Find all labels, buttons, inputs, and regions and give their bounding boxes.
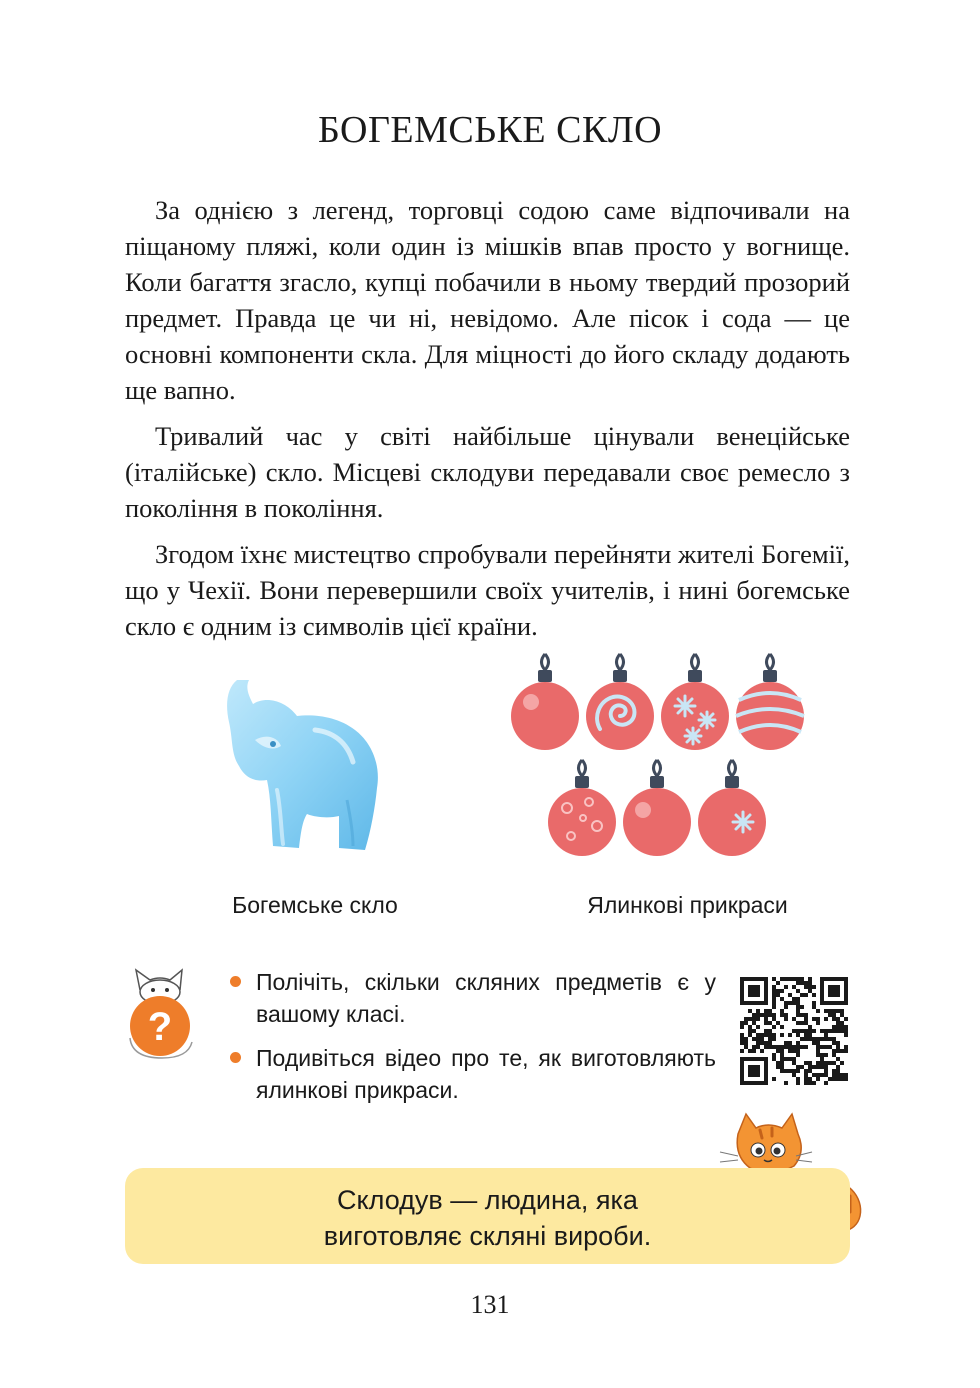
definition-box [125, 1168, 850, 1264]
paragraph-2: Тривалий час у світі найбільше цінували венеційське (італійське) скло. Місцеві склодуви передавали своє ремесло з покоління в покоління. [125, 421, 850, 523]
christmas-ornaments-image [505, 650, 810, 865]
paragraph-1: За однією з легенд, торговці содою саме відпочивали на піщаному пляжі, коли один із мішків впав просто у вогнище. Коли багаття згасло, купці побачили в ньому твердий прозорий предмет. Правда це чи ні, невідомо. Але пісок і сода — це основні компоненти скла. Для міцності до його складу додають ще вапно. [125, 195, 850, 405]
definition-line-2: виготовляє скляні вироби. [323, 1221, 652, 1251]
page-number: 131 [470, 1290, 510, 1319]
definition-text [125, 1182, 850, 1254]
qr-code[interactable] [740, 977, 848, 1085]
page-title: БОГЕМСЬКЕ СКЛО [317, 109, 663, 151]
glass-elephant-image [215, 670, 390, 860]
svg-text:?: ? [147, 1005, 173, 1049]
bullet-icon [230, 1052, 241, 1063]
task-item: Полічіть, скільки скляних предметів є у вашому класі. [228, 966, 716, 1030]
cat-question-icon [122, 962, 198, 1062]
task-list [228, 966, 716, 1118]
task-item: Подивіться відео про те, як виготовляють ялинкові прикраси. [228, 1042, 716, 1106]
caption-bohemian-glass: Богемське скло [232, 892, 398, 918]
bullet-icon [230, 976, 241, 987]
caption-christmas-ornaments: Ялинкові прикраси [587, 892, 788, 918]
definition-line-1: Склодув — людина, яка [337, 1185, 638, 1215]
body-text [125, 192, 850, 654]
paragraph-3: Згодом їхнє мистецтво спробували перейняти жителі Богемії, що у Чехії. Вони перевершили своїх учителів, і нині богемське скло є одним із символів цієї країни. [125, 539, 850, 641]
